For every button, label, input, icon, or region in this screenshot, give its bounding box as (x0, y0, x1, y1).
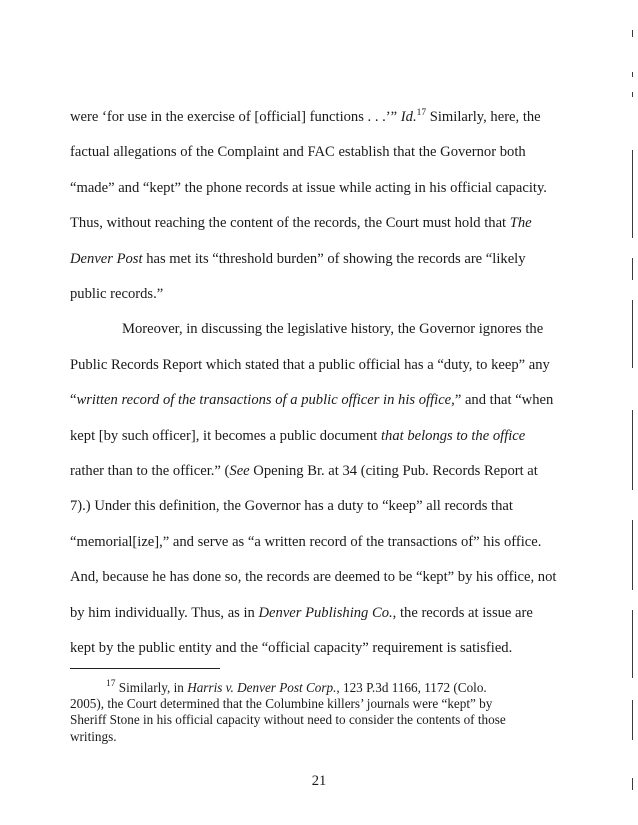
page-number: 21 (311, 773, 327, 789)
text-run: 2005), the Court determined that the Columbine killers’ journals were “kept” by (70, 696, 493, 712)
text-run: by him individually. Thus, as in (70, 604, 259, 621)
scan-artifact (632, 410, 633, 490)
body-line (70, 391, 553, 409)
italic-text: Id. (400, 109, 417, 125)
italic-text: Denver Publishing Co. (258, 604, 393, 621)
footnote-line (70, 712, 506, 728)
text-run: Similarly, in (115, 680, 188, 695)
body-line (70, 533, 541, 551)
text-run: Thus, without reaching the content of the records, the Court must hold that (70, 215, 510, 232)
text-run: rather than to the officer.” ( (70, 463, 230, 479)
body-line (122, 320, 543, 338)
body-line (70, 497, 513, 515)
body-line (70, 108, 541, 126)
footnote-marker: 17 (416, 108, 427, 118)
scan-artifact (632, 778, 633, 790)
scan-artifact (632, 150, 633, 238)
text-run: has met its “threshold burden” of showing the records are “likely (142, 250, 526, 267)
footnote-separator (70, 668, 220, 669)
scan-artifact (632, 258, 633, 280)
text-run: Moreover, in discussing the legislative history, the Governor ignores the (122, 321, 544, 338)
footnote-line (70, 696, 492, 712)
body-line (70, 356, 550, 374)
text-run: were ‘for use in the exercise of [official] functions . . .’” (70, 109, 401, 125)
scan-artifact (632, 92, 633, 97)
text-run: ” and that “when (454, 392, 554, 409)
scan-artifact (632, 700, 633, 740)
body-line (70, 462, 538, 480)
body-line (70, 568, 556, 586)
body-line (70, 143, 526, 161)
text-run: factual allegations of the Complaint and FAC establish that the Governor both (70, 144, 526, 161)
italic-text: that belongs to the office (380, 427, 526, 444)
text-run: “made” and “kept” the phone records at issue while acting in his official capacity. (70, 179, 547, 196)
italic-text: The (509, 215, 532, 232)
body-line (70, 214, 532, 232)
body-line (70, 639, 512, 657)
body-line (70, 179, 547, 197)
scan-artifact (632, 72, 633, 77)
text-run: “ (70, 392, 77, 409)
body-line (70, 427, 525, 445)
text-run: Opening Br. at 34 (citing Pub. Records Report at (249, 463, 538, 479)
text-run: Similarly, here, the (426, 109, 541, 125)
body-line (70, 604, 533, 622)
text-run: , 123 P.3d 1166, 1172 (Colo. (336, 680, 487, 695)
text-run: public records.” (70, 286, 164, 302)
scan-artifact (632, 520, 633, 590)
footnote-line (70, 729, 117, 745)
text-run: , the records at issue are (392, 604, 533, 621)
scan-artifact (632, 610, 633, 678)
text-run: Sheriff Stone in his official capacity without need to consider the contents of those (70, 712, 506, 728)
text-run: 7).) Under this definition, the Governor has a duty to “keep” all records that (70, 498, 513, 515)
italic-text: See (229, 463, 250, 479)
body-line (70, 285, 163, 303)
body-line (70, 250, 526, 268)
italic-text: Harris v. Denver Post Corp. (187, 680, 337, 695)
text-run: “memorial[ize],” and serve as “a written record of the transactions of” his office. (70, 533, 542, 550)
text-run: writings. (70, 728, 117, 744)
scan-artifact (632, 300, 633, 368)
italic-text: written record of the transactions of a public officer in his office, (76, 392, 455, 409)
footnote-marker: 17 (106, 679, 116, 689)
footnote-line (106, 680, 487, 696)
italic-text: Denver Post (70, 250, 143, 267)
text-run: kept by the public entity and the “official capacity” requirement is satisfied. (70, 640, 513, 656)
scan-artifact (632, 30, 633, 37)
text-run: Public Records Report which stated that a public official has a “duty, to keep” any (70, 356, 550, 373)
text-run: kept [by such officer], it becomes a public document (70, 427, 381, 444)
text-run: And, because he has done so, the records are deemed to be “kept” by his office, not (70, 569, 557, 586)
